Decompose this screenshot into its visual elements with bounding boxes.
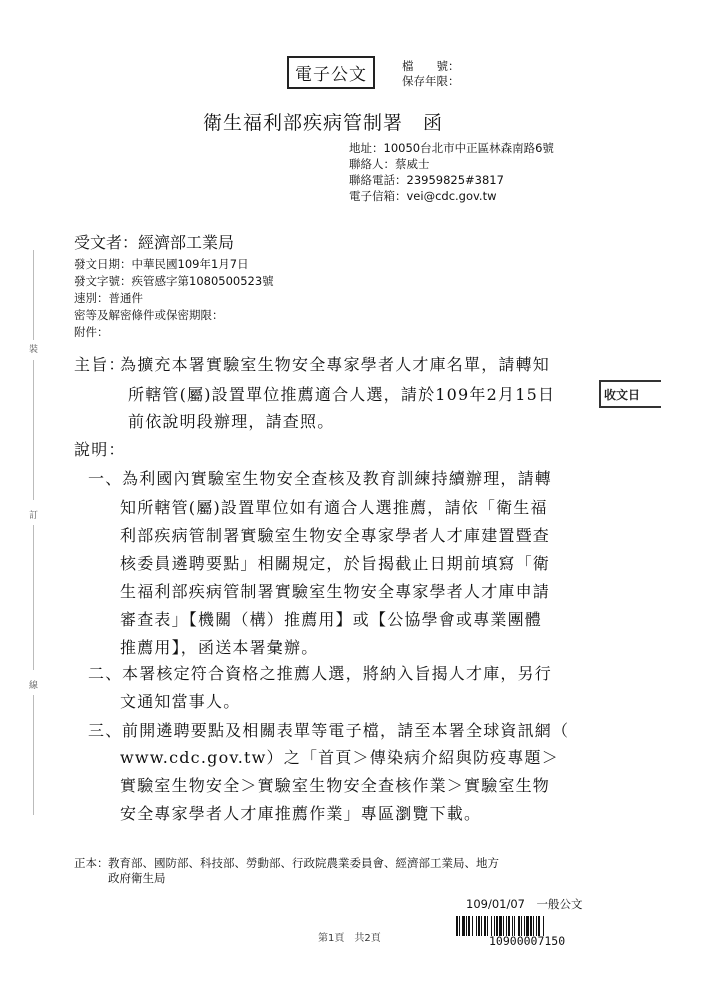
barcode-bar: [524, 916, 525, 936]
barcode-number: 10900007150: [489, 934, 566, 948]
received-date-stamp: 收文日: [599, 380, 661, 408]
order-mark: 訂: [29, 511, 39, 521]
recipient: 受文者：經濟部工業局: [74, 233, 235, 252]
barcode-bar: [456, 916, 458, 936]
line-mark: 線: [29, 681, 39, 691]
explanation-line: 前開遴聘要點及相關表單等電子檔，請至本署全球資訊網（: [122, 721, 570, 740]
date-classification: 109/01/07 一般公文: [466, 897, 583, 911]
barcode-bar: [459, 916, 460, 936]
explanation-item-number: 三、: [88, 721, 123, 740]
contact-phone: 聯絡電話：23959825#3817: [349, 173, 504, 187]
binding-line: [33, 250, 34, 340]
document-number: 發文字號：疾管感字第1080500523號: [74, 274, 274, 288]
explanation-line: 文通知當事人。: [120, 692, 241, 711]
barcode-bar: [476, 916, 477, 936]
contact-person: 聯絡人：蔡威士: [349, 157, 430, 171]
explanation-line: 核委員遴聘要點」相關規定，於旨揭截止日期前填寫「衛: [120, 554, 551, 573]
attachments: 附件：: [74, 325, 109, 339]
subject-line: 為擴充本署實驗室生物安全專家學者人才庫名單，請轉知: [120, 355, 551, 374]
explanation-line: 審查表」【機關（構）推薦用】或【公協學會或專業團體: [120, 610, 543, 629]
binding-mark: 裝: [29, 345, 39, 355]
barcode-bar: [468, 916, 470, 936]
explanation-line: 實驗室生物安全＞實驗室生物安全查核作業＞實驗室生物: [120, 776, 551, 795]
explanation-label: 說明：: [74, 440, 126, 459]
contact-address: 地址：10050台北市中正區林森南路6號: [349, 141, 554, 155]
secrecy-level: 密等及解密條件或保密期限：: [74, 308, 224, 322]
explanation-line: 為利國內實驗室生物安全查核及教育訓練持續辦理，請轉: [122, 469, 553, 488]
barcode-image: [456, 916, 592, 936]
explanation-line: 生福利部疾病管制署實驗室生物安全專家學者人才庫申請: [120, 582, 551, 601]
barcode-bar: [484, 916, 486, 936]
barcode-bar: [521, 916, 522, 936]
issue-date: 發文日期：中華民國109年1月7日: [74, 257, 249, 271]
explanation-item-number: 二、: [88, 664, 123, 683]
barcode-bar: [487, 916, 488, 936]
copies-recipients: 教育部、國防部、科技部、勞動部、行政院農業委員會、經濟部工業局、地方: [108, 856, 499, 870]
binding-line: [33, 525, 34, 670]
subject-line: 所轄管(屬)設置單位推薦適合人選，請於109年2月15日: [128, 385, 556, 404]
subject-line: 前依說明段辦理，請查照。: [128, 412, 335, 431]
copies-label: 正本：: [74, 856, 109, 870]
file-number-label: 檔 號：: [402, 59, 460, 73]
subject-label: 主旨：: [74, 355, 126, 374]
binding-line: [33, 360, 34, 500]
barcode-bar: [496, 916, 498, 936]
contact-email: 電子信箱：vei@cdc.gov.tw: [349, 189, 497, 203]
barcode-bar: [462, 916, 465, 936]
barcode-bar: [466, 916, 467, 936]
explanation-line: 推薦用】，函送本署彙辦。: [120, 638, 319, 657]
binding-line: [33, 695, 34, 815]
document-title: 衛生福利部疾病管制署 函: [203, 112, 444, 134]
barcode-bar: [512, 916, 513, 936]
barcode-bar: [526, 916, 529, 936]
barcode-bar: [514, 916, 515, 936]
barcode-bar: [530, 916, 532, 936]
barcode-bar: [499, 916, 502, 936]
explanation-line: 利部疾病管制署實驗室生物安全專家學者人才庫建置暨查: [120, 526, 551, 545]
barcode-bar: [472, 916, 473, 936]
barcode-bar: [494, 916, 495, 936]
barcode-bar: [478, 916, 480, 936]
page-number: 第1頁 共2頁: [318, 933, 381, 944]
barcode-bar: [506, 916, 507, 936]
barcode-bar: [481, 916, 482, 936]
barcode-bar: [533, 916, 534, 936]
retention-period-label: 保存年限：: [402, 74, 460, 88]
explanation-line: 本署核定符合資格之推薦人選，將納入旨揭人才庫，另行: [122, 664, 553, 683]
barcode-bar: [543, 916, 544, 936]
barcode-bar: [536, 916, 537, 936]
copies-recipients: 政府衛生局: [108, 871, 166, 885]
explanation-line: 知所轄管(屬)設置單位如有適合人選推薦，請依「衛生福: [120, 498, 548, 517]
barcode-bar: [518, 916, 520, 936]
explanation-line: www.cdc.gov.tw）之「首頁＞傳染病介紹與防疫專題＞: [120, 748, 559, 767]
explanation-line: 安全專家學者人才庫推薦作業」專區瀏覽下載。: [120, 804, 482, 823]
barcode-bar: [503, 916, 504, 936]
barcode-bar: [491, 916, 492, 936]
barcode-bar: [508, 916, 510, 936]
barcode-bar: [538, 916, 540, 936]
explanation-item-number: 一、: [88, 469, 123, 488]
delivery-speed: 速別：普通件: [74, 291, 143, 305]
electronic-document-label: 電子公文: [287, 56, 375, 89]
